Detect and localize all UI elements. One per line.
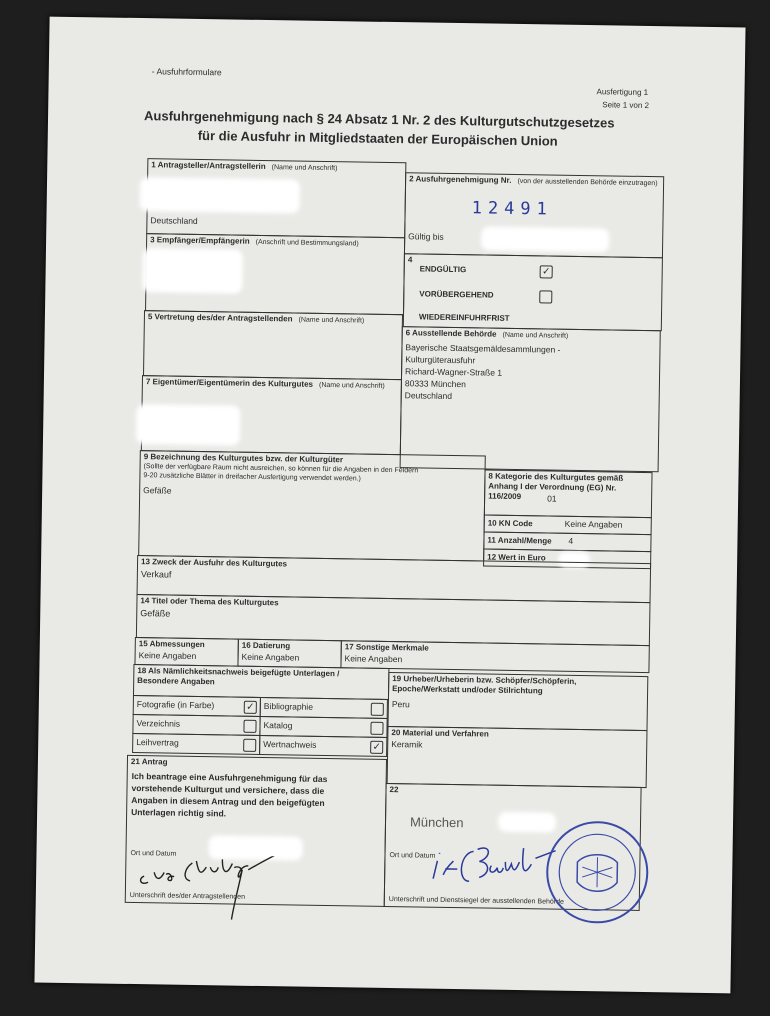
- valid-until-label: Gültig bis: [408, 231, 444, 242]
- applicant-country: Deutschland: [150, 215, 198, 226]
- breadcrumb: - Ausfuhrformulare: [151, 66, 222, 78]
- quantity-value: 4: [568, 535, 574, 546]
- attachment-label: Bibliographie: [263, 701, 314, 712]
- label: 15 Abmessungen: [138, 639, 205, 650]
- creator-value: Peru: [391, 699, 410, 710]
- hint: (Name und Anschrift): [318, 381, 385, 390]
- label: 1 Antragsteller/Antragstellerin: [151, 160, 266, 172]
- attachment-label: Leihvertrag: [136, 737, 179, 748]
- authority-city: 80333 München: [404, 378, 466, 390]
- box-dating: [237, 639, 341, 669]
- hint: (Name und Anschrift): [271, 164, 338, 173]
- box-category: [484, 469, 653, 518]
- redaction: [140, 177, 301, 214]
- box-material: [387, 726, 648, 788]
- authority-name: Bayerische Staatsgemäldesammlungen -: [405, 342, 561, 355]
- attachment-checkbox[interactable]: [243, 739, 256, 752]
- box-dimensions: [134, 637, 238, 667]
- box-description: [138, 450, 486, 561]
- label: 9 Bezeichnung des Kulturgutes bzw. der Kulturgüter: [143, 452, 344, 465]
- option-temporary-checkbox[interactable]: [539, 290, 552, 303]
- title-value: Gefäße: [140, 608, 171, 619]
- box-owner: [141, 375, 402, 455]
- option-final-label: ENDGÜLTIG: [419, 264, 467, 275]
- authority-signature-label: Unterschrift und Dienstsiegel der ausstellenden Behörde: [388, 896, 564, 906]
- note: (Sollte der verfügbare Raum nicht ausreichen, so können für die Angaben in den Feldern: [143, 463, 419, 475]
- option-final-checkbox[interactable]: ✓: [540, 265, 553, 278]
- redaction: [142, 248, 243, 294]
- hint: (Name und Anschrift): [502, 331, 569, 340]
- official-stamp: [541, 816, 653, 928]
- dating-value: Keine Angaben: [241, 651, 300, 663]
- label: 5 Vertretung des/der Antragstellenden: [147, 312, 293, 324]
- label: Epoche/Werkstatt und/oder Stilrichtung: [392, 684, 543, 696]
- box-permit-number: [404, 172, 664, 258]
- label: 18 Als Nämlichkeitsnachweis beigefügte Unterlagen /: [137, 666, 340, 679]
- purpose-value: Verkauf: [140, 569, 172, 580]
- label: 17 Sonstige Merkmale: [344, 642, 429, 653]
- label: 20 Material und Verfahren: [391, 728, 489, 739]
- application-text: Ich beantrage eine Ausfuhrgenehmigung für das: [131, 770, 328, 785]
- label: Besondere Angaben: [137, 676, 215, 687]
- attachment-option: [132, 733, 260, 755]
- label: 13 Zweck der Ausfuhr des Kulturgutes: [141, 557, 288, 569]
- label: 16 Datierung: [241, 640, 291, 651]
- attachment-checkbox[interactable]: [370, 722, 383, 735]
- redaction: [136, 404, 241, 446]
- attachments-grid: [50, 17, 746, 28]
- box-applicant: [146, 158, 406, 238]
- attachment-checkbox[interactable]: [371, 703, 384, 716]
- attachment-checkbox[interactable]: ✓: [244, 701, 257, 714]
- document-page: [34, 17, 745, 994]
- attachment-label: Verzeichnis: [136, 718, 181, 729]
- authority-country: Deutschland: [404, 390, 453, 401]
- attachment-option: [259, 735, 387, 757]
- hint: (Anschrift und Bestimmungsland): [255, 238, 359, 248]
- reimport-deadline-label: WIEDEREINFUHRFRIST: [418, 312, 510, 323]
- attachment-checkbox[interactable]: [243, 720, 256, 733]
- option-temporary-label: VORÜBERGEHEND: [419, 289, 494, 300]
- label: 21 Antrag: [130, 756, 168, 767]
- application-text: Unterlagen richtig sind.: [131, 806, 227, 819]
- permit-number: 12491: [471, 198, 554, 220]
- copy-label: Ausfertigung 1: [596, 87, 649, 98]
- label: 11 Anzahl/Menge: [487, 535, 552, 546]
- label: 12 Wert in Euro: [487, 552, 546, 563]
- attachment-label: Fotografie (in Farbe): [136, 699, 215, 711]
- box-representative: [143, 310, 403, 380]
- label: 10 KN Code: [487, 518, 533, 529]
- issue-place: München: [409, 814, 464, 831]
- box-application: [125, 755, 387, 907]
- other-features-value: Keine Angaben: [344, 653, 403, 665]
- label: 7 Eigentümer/Eigentümerin des Kulturgutes: [145, 377, 314, 389]
- label: 2 Ausfuhrgenehmigung Nr.: [409, 174, 512, 185]
- box-creator: [388, 672, 649, 731]
- attachment-label: Katalog: [263, 720, 293, 731]
- redaction: [481, 226, 609, 252]
- place-date-label: Ort und Datum: [389, 852, 436, 860]
- label: Anhang I der Verordnung (EG) Nr.: [488, 481, 617, 493]
- box-recipient: [145, 233, 405, 315]
- dimensions-value: Keine Angaben: [138, 650, 197, 661]
- applicant-signature-label: Unterschrift des/der Antragstellenden: [129, 891, 246, 901]
- attachment-label: Wertnachweis: [263, 739, 317, 750]
- label: 22: [389, 785, 399, 795]
- application-text: Angaben in diesem Antrag und den beigefügten: [131, 794, 325, 809]
- applicant-signature: [135, 854, 306, 927]
- application-text: vorstehende Kulturgut und versichere, dass die: [131, 782, 325, 797]
- page-number: Seite 1 von 2: [602, 100, 650, 111]
- page-subtitle: für die Ausfuhr in Mitgliedstaaten der Europäischen Union: [197, 127, 558, 149]
- hint: (von der ausstellenden Behörde einzutragen): [517, 177, 658, 188]
- authority-street: Richard-Wagner-Straße 1: [405, 366, 503, 378]
- cn-code-value: Keine Angaben: [564, 518, 623, 530]
- label: 6 Ausstellende Behörde: [405, 328, 497, 339]
- label: 3 Empfänger/Empfängerin: [150, 235, 250, 246]
- label: 14 Titel oder Thema des Kulturgutes: [140, 596, 279, 608]
- label: 4: [407, 255, 413, 265]
- hint: (Name und Anschrift): [298, 316, 365, 325]
- page-title: Ausfuhrgenehmigung nach § 24 Absatz 1 Nr. 2 des Kulturgutschutzgesetzes: [143, 108, 615, 131]
- label: 19 Urheber/Urheberin bzw. Schöpfer/Schöpferin,: [392, 674, 577, 686]
- box-issuing-authority: [400, 326, 661, 472]
- material-value: Keramik: [391, 739, 423, 750]
- attachment-checkbox[interactable]: ✓: [370, 741, 383, 754]
- label: 8 Kategorie des Kulturgutes gemäß: [488, 471, 624, 483]
- description-value: Gefäße: [143, 485, 172, 496]
- place-date-label: Ort und Datum: [130, 849, 177, 858]
- label: 116/2009: [488, 491, 522, 502]
- category-value: 01: [547, 493, 557, 504]
- authority-dept: Kulturgüterausfuhr: [405, 354, 476, 366]
- note: 9-20 zusätzliche Blätter in dreifacher Ausfertigung verwendet werden.): [143, 472, 361, 483]
- box-export-type: [403, 253, 663, 331]
